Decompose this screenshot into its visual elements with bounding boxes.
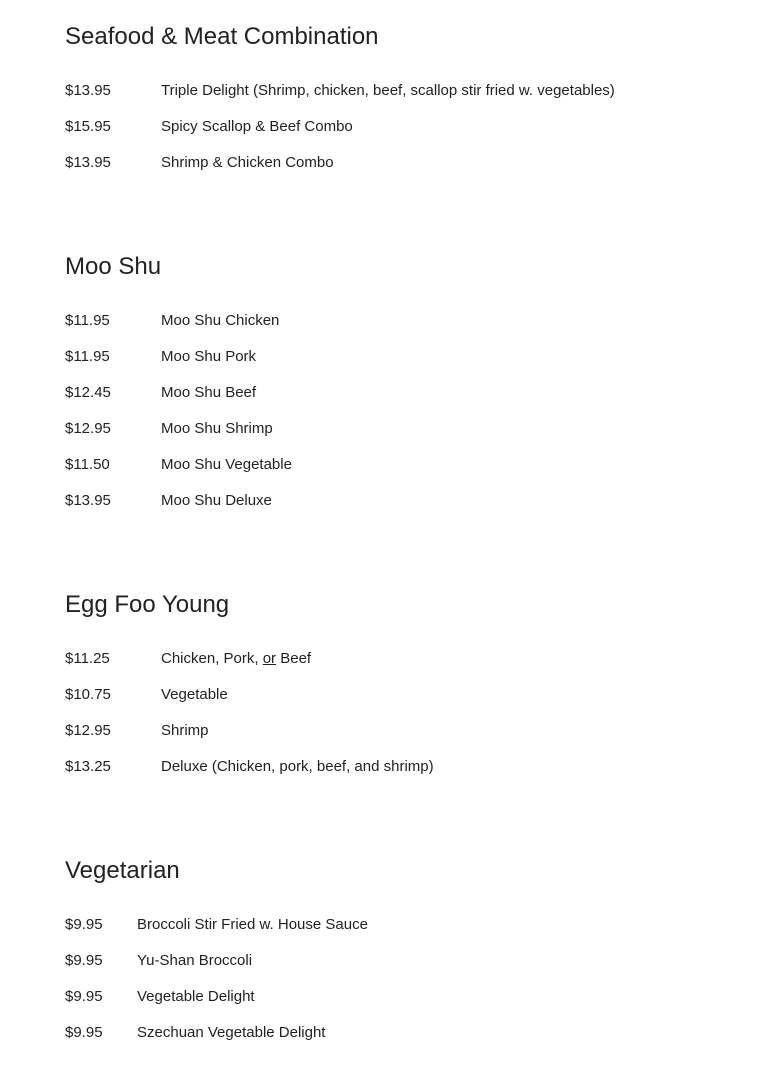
menu-item bbox=[65, 720, 765, 742]
menu-item bbox=[65, 346, 765, 368]
menu-item bbox=[65, 950, 765, 972]
item-price: $9.95 bbox=[65, 988, 103, 1005]
menu-item bbox=[65, 490, 765, 512]
item-name bbox=[161, 648, 311, 670]
menu-item bbox=[65, 310, 765, 332]
item-name: Deluxe (Chicken, pork, beef, and shrimp) bbox=[161, 758, 434, 775]
item-price: $13.95 bbox=[65, 154, 111, 171]
item-name: Spicy Scallop & Beef Combo bbox=[161, 118, 353, 135]
menu-item bbox=[65, 1022, 765, 1044]
menu-item bbox=[65, 914, 765, 936]
item-name: Vegetable bbox=[161, 686, 228, 703]
menu-item bbox=[65, 80, 765, 102]
item-price: $11.25 bbox=[65, 650, 110, 667]
section-title: Vegetarian bbox=[65, 857, 180, 884]
section-title: Moo Shu bbox=[65, 253, 162, 280]
menu-item bbox=[65, 454, 765, 476]
item-name: Shrimp bbox=[161, 722, 209, 739]
menu-item bbox=[65, 986, 765, 1008]
item-price: $13.25 bbox=[65, 758, 111, 775]
item-name: Moo Shu Pork bbox=[161, 348, 257, 365]
item-name: Triple Delight (Shrimp, chicken, beef, scallop stir fried w. vegetables) bbox=[161, 82, 615, 99]
item-price: $11.95 bbox=[65, 312, 110, 329]
item-price: $11.50 bbox=[65, 456, 110, 473]
menu-item bbox=[65, 152, 765, 174]
item-name: Moo Shu Shrimp bbox=[161, 420, 273, 437]
menu-item bbox=[65, 684, 765, 706]
item-name: Yu-Shan Broccoli bbox=[137, 952, 253, 969]
item-price: $12.95 bbox=[65, 722, 111, 739]
menu-item bbox=[65, 648, 765, 670]
item-name: Moo Shu Vegetable bbox=[161, 456, 292, 473]
item-name: Vegetable Delight bbox=[137, 988, 255, 1005]
menu-item bbox=[65, 756, 765, 778]
item-name-part: Beef bbox=[276, 650, 312, 667]
item-name: Moo Shu Chicken bbox=[161, 312, 280, 329]
item-price: $11.95 bbox=[65, 348, 110, 365]
item-name-part: Chicken, Pork, bbox=[161, 650, 263, 667]
section-title: Seafood & Meat Combination bbox=[65, 23, 379, 50]
item-price: $9.95 bbox=[65, 1024, 103, 1041]
item-price: $12.45 bbox=[65, 384, 111, 401]
item-name: Shrimp & Chicken Combo bbox=[161, 154, 334, 171]
item-name: Broccoli Stir Fried w. House Sauce bbox=[137, 916, 368, 933]
menu-item bbox=[65, 382, 765, 404]
item-price: $13.95 bbox=[65, 492, 111, 509]
item-price: $13.95 bbox=[65, 82, 111, 99]
item-name: Szechuan Vegetable Delight bbox=[137, 1024, 326, 1041]
item-price: $10.75 bbox=[65, 686, 111, 703]
item-name: Moo Shu Deluxe bbox=[161, 492, 272, 509]
item-name-underlined-or: or bbox=[262, 650, 277, 667]
item-name: Moo Shu Beef bbox=[161, 384, 257, 401]
menu-item bbox=[65, 418, 765, 440]
item-price: $9.95 bbox=[65, 916, 103, 933]
menu-item bbox=[65, 116, 765, 138]
item-price: $15.95 bbox=[65, 118, 111, 135]
item-price: $12.95 bbox=[65, 420, 111, 437]
item-price: $9.95 bbox=[65, 952, 103, 969]
section-title: Egg Foo Young bbox=[65, 591, 230, 618]
